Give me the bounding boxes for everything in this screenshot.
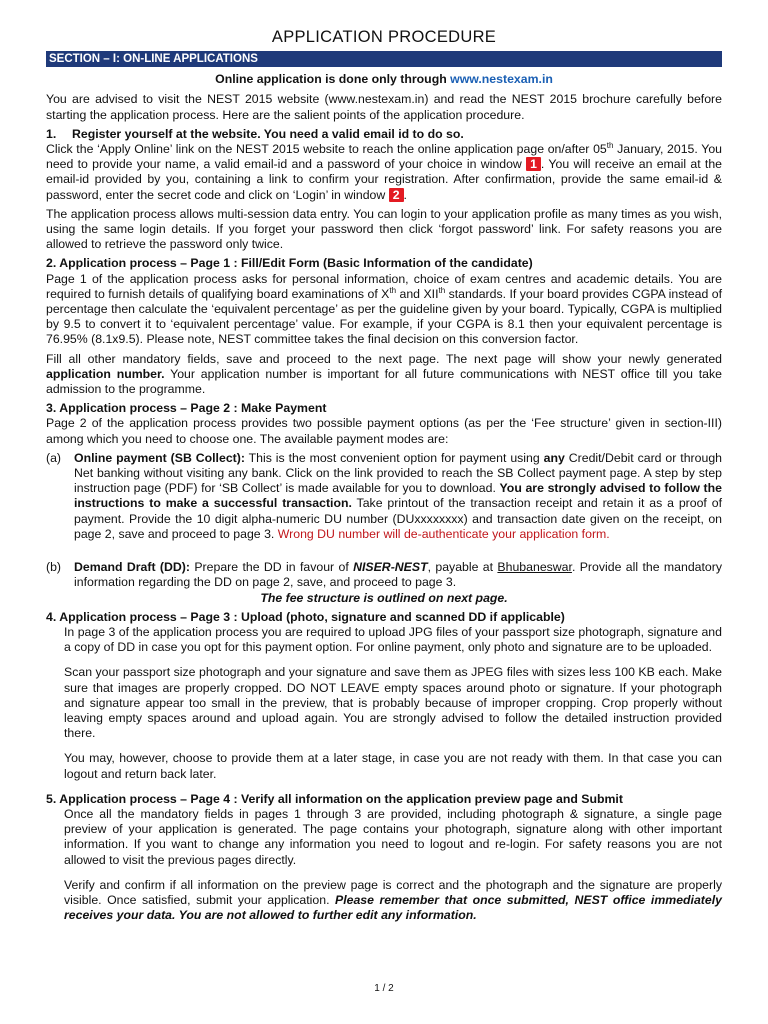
step5-body xyxy=(46,807,722,923)
section-heading: SECTION – I: ON-LINE APPLICATIONS xyxy=(46,51,722,67)
step1-text-a: Click the ‘Apply Online’ link on the NEST 2015 website to reach the online application page on/after 05 xyxy=(46,142,607,157)
submission-warning: Please remember that once submitted, NEST office immediately receives your data. You are not allowed to further edit any information. xyxy=(64,892,722,923)
step1-text-b: January, 2015. You need to provide your name, a valid email-id and a password of your choice in window xyxy=(46,142,723,172)
dd-payable-place: Bhubaneswar xyxy=(497,560,572,575)
document-page xyxy=(46,30,722,927)
option-a-title: Online payment (SB Collect): xyxy=(74,450,245,465)
option-a-advice: You are strongly advised to follow the instructions to make a successful transaction. xyxy=(74,481,722,511)
step1-number: 1. xyxy=(46,126,57,141)
option-a-text1: This is the most convenient option for payment using xyxy=(244,450,544,465)
step2-heading: 2. Application process – Page 1 : Fill/Edit Form (Basic Information of the candidate) xyxy=(46,256,533,271)
option-a-label: (a) xyxy=(46,450,62,465)
step5-paragraph-2 xyxy=(64,878,722,924)
option-a-text2: Credit/Debit card or through Net banking without visiting any bank. Click on the link provided to reach the SB Collect payment page. A step by step instruction page (PDF) for ‘SB Collect’ is made available for you to download. xyxy=(74,450,722,496)
step4-paragraph-1: In page 3 of the application process you are required to upload JPG files of your passport size photograph, signature and a copy of DD in case you opt for this payment option. For online payment, only photo and signature are to be uploaded. xyxy=(64,624,722,655)
option-b-text2: , payable at xyxy=(427,560,498,575)
payment-option-dd xyxy=(46,560,722,590)
online-application-note xyxy=(46,72,722,87)
step2-sup1: th xyxy=(389,285,397,295)
step4-body xyxy=(46,625,722,782)
online-prefix: Online application is done only through xyxy=(215,72,451,87)
step2-text-b: and XII xyxy=(396,286,439,301)
step1-sup: th xyxy=(606,140,614,150)
option-b-text1: Prepare the DD in favour of xyxy=(189,560,354,575)
step5-p2-a: Verify and confirm if all information on the preview page is correct and the photograph and the signature are properly visible. Once satisfied, submit your application. xyxy=(64,877,722,907)
page-number: 1 / 2 xyxy=(374,983,394,994)
option-b-label: (b) xyxy=(46,560,62,575)
step4-heading: 4. Application process – Page 3 : Upload (photo, signature and scanned DD if applicable) xyxy=(46,609,565,624)
step2-paragraph-2 xyxy=(46,352,722,398)
step2-paragraph xyxy=(46,272,722,348)
step4-paragraph-2: Scan your passport size photograph and your signature and save them as JPEG files with sizes less 100 KB each. Make sure that images are properly cropped. DO NOT LEAVE empty spaces around photo or signature. If your photograph and signature appear too small in the preview, that is probably because of improper cropping. Crop properly without leaving empty spaces around and upload again. You are strongly advised to follow the detailed instruction provided there. xyxy=(64,665,722,741)
option-b-title: Demand Draft (DD): xyxy=(74,560,190,575)
step1-paragraph xyxy=(46,142,722,203)
window-1-badge: 1 xyxy=(526,157,541,171)
option-b-body xyxy=(74,560,722,590)
option-a-body xyxy=(74,451,722,542)
fee-structure-note: The fee structure is outlined on next page. xyxy=(260,590,508,605)
option-a-text3: Take printout of the transaction receipt and retain it as a proof of payment. Provide the 10 digit alpha-numeric DU number (DUxxxxxxxx) and transaction date given on the receipt, on page 2, save and proceed to page 3. xyxy=(74,496,722,541)
step2-p2-a: Fill all other mandatory fields, save and proceed to the next page. The next page will show your newly generated xyxy=(46,351,722,366)
step1-paragraph-2: The application process allows multi-session data entry. You can login to your application profile as many times as you wish, using the same login details. If you forget your password then click ‘forgot password’ link. For safety reasons you are allowed to retrieve the password only twice. xyxy=(46,206,722,252)
step1-text-d: . xyxy=(403,187,407,202)
page-title: APPLICATION PROCEDURE xyxy=(271,28,497,46)
website-link[interactable]: www.nestexam.in xyxy=(450,72,553,87)
step5-heading: 5. Application process – Page 4 : Verify all information on the application preview page and Submit xyxy=(46,791,623,806)
step1-heading-text: Register yourself at the website. You need a valid email id to do so. xyxy=(72,126,464,141)
step3-heading: 3. Application process – Page 2 : Make Payment xyxy=(46,401,327,416)
step5-paragraph-1: Once all the mandatory fields in pages 1 through 3 are provided, including photograph & signature, a single page preview of your application is generated. The page contains your photograph, signature along with other important information. If you want to change any information you need to logout and re-login. For safety reasons you are not allowed to visit the previous pages directly. xyxy=(64,806,722,867)
payment-option-online xyxy=(46,451,722,542)
intro-paragraph: You are advised to visit the NEST 2015 website (www.nestexam.in) and read the NEST 2015 brochure carefully before starting the application process. Here are the salient points of the application procedure. xyxy=(46,92,722,122)
step2-text-c: standards. If your board provides CGPA instead of percentage then calculate the ‘equivalent percentage’ as per the guideline given by your board. Typically, CGPA is multiplied by 9.5 to convert it to ‘equivalent percentage’ value. For example, if your CGPA is 8.1 then your equivalent percentage is 76.95% (8.1x9.5). Please note, NEST committee takes the final decision on this conversion factor. xyxy=(46,286,722,347)
window-2-badge: 2 xyxy=(389,188,404,202)
du-number-warning: Wrong DU number will de-authenticate your application form. xyxy=(277,526,610,541)
dd-payee: NISER-NEST xyxy=(353,560,428,575)
step3-intro: Page 2 of the application process provides two possible payment options (as per the ‘Fee structure’ given in section-III) among which you need to choose one. The available payment modes are: xyxy=(46,416,722,446)
step2-p2-b: Your application number is important for all future communications with NEST office till you take admission to the programme. xyxy=(46,366,722,397)
application-number-term: application number. xyxy=(46,366,165,381)
step4-paragraph-3: You may, however, choose to provide them at a later stage, in case you are not ready with them. In that case you can logout and return back later. xyxy=(64,751,722,781)
step2-sup2: th xyxy=(438,285,446,295)
step2-text-a: Page 1 of the application process asks for personal information, choice of exam centres and academic details. You are required to furnish details of qualifying board examinations of X xyxy=(46,271,722,301)
step1-heading xyxy=(46,127,722,142)
step1-text-c: . You will receive an email at the email-id provided by you, containing a link to confirm your registration. After confirmation, provide the same email-id & password, enter the secret code and click on ‘Login’ in window xyxy=(46,157,722,202)
option-a-any: any xyxy=(543,450,565,465)
option-b-text3: . Provide all the mandatory information regarding the DD on page 2, save, and proceed to page 3. xyxy=(74,560,722,590)
